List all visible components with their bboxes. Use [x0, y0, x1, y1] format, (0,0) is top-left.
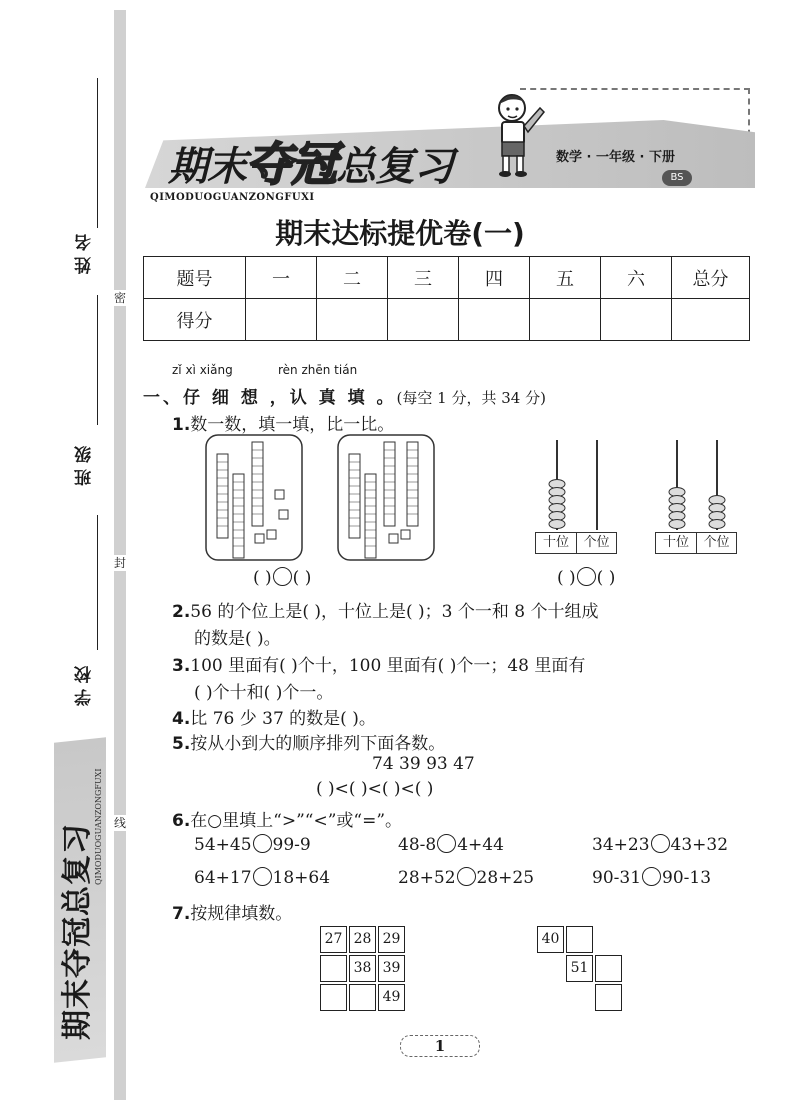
side-logo-pinyin: QIMODUOGUANZONGFUXI — [94, 768, 103, 885]
question-2-line2: 的数是( )。 — [194, 629, 281, 649]
section-heading: 一、仔 细 想 ，认 真 填 。(每空 1 分，共 34 分) — [143, 388, 546, 408]
score-cell[interactable] — [388, 299, 459, 341]
compare-item: 64+17 18+64 — [194, 868, 331, 888]
abacus-1-label: 十位 个位 — [535, 532, 617, 554]
table-cell: 得分 — [144, 299, 246, 341]
order-blanks: ( )<( )<( )<( ) — [316, 779, 434, 799]
compare-2: ( ) ( ) — [557, 568, 616, 588]
grid-cell: 40 — [537, 926, 564, 953]
score-table-score-row — [144, 299, 750, 341]
table-cell: 三 — [388, 257, 459, 299]
compare-1: ( ) ( ) — [253, 568, 312, 588]
score-cell[interactable] — [459, 299, 530, 341]
question-7: 7.按规律填数。 — [172, 904, 293, 924]
name-label: 姓名 — [75, 228, 95, 274]
question-4: 4.比 76 少 37 的数是( )。 — [172, 709, 376, 729]
blocks-picture-1-icon — [205, 434, 305, 562]
grid-cell[interactable] — [595, 984, 622, 1011]
table-cell: 二 — [317, 257, 388, 299]
table-cell: 一 — [246, 257, 317, 299]
question-5: 5.按从小到大的顺序排列下面各数。 — [172, 734, 446, 754]
question-3-line2: ( )个十和( )个一。 — [194, 683, 334, 703]
banner-subject: 数学 · 一年级 · 下册 — [556, 150, 675, 165]
grid-cell[interactable] — [320, 955, 347, 982]
section-pinyin-1: zǐ xì xiǎng — [172, 363, 233, 377]
question-3: 3.100 里面有( )个十，100 里面有( )个一；48 里面有 — [172, 656, 586, 676]
compare-circle[interactable] — [577, 567, 596, 586]
compare-item: 90-31 90-13 — [592, 868, 712, 888]
edition-badge: BS — [662, 170, 692, 186]
question-1: 1.数一数，填一填，比一比。 — [172, 415, 395, 435]
score-table — [143, 256, 750, 341]
banner-pinyin: QIMODUOGUANZONGFUXI — [150, 192, 315, 203]
compare-circle[interactable] — [642, 867, 661, 886]
class-label: 班级 — [75, 440, 95, 486]
score-cell[interactable] — [530, 299, 601, 341]
school-label: 学校 — [75, 660, 95, 706]
grid-cell: 28 — [349, 926, 376, 953]
table-cell: 题号 — [144, 257, 246, 299]
grid-cell: 29 — [378, 926, 405, 953]
compare-item: 28+52 28+25 — [398, 868, 535, 888]
grid-cell: 51 — [566, 955, 593, 982]
exam-title: 期末达标提优卷(一) — [275, 217, 525, 250]
compare-item: 54+45 99-9 — [194, 835, 311, 855]
banner-title: 期末夺冠总复习 — [168, 137, 453, 191]
grid-cell[interactable] — [595, 955, 622, 982]
compare-circle[interactable] — [437, 834, 456, 853]
question-6: 6.在○里填上“>”“<”或“=”。 — [172, 811, 403, 831]
table-cell: 五 — [530, 257, 601, 299]
compare-circle[interactable] — [457, 867, 476, 886]
table-cell: 四 — [459, 257, 530, 299]
section-pinyin-2: rèn zhēn tián — [278, 363, 358, 377]
school-line — [97, 515, 98, 650]
class-line — [97, 295, 98, 425]
grid-cell: 38 — [349, 955, 376, 982]
grid-cell[interactable] — [566, 926, 593, 953]
abacus-1-icon — [535, 436, 625, 532]
seal-word-xian: 线 — [113, 816, 126, 830]
compare-circle[interactable] — [253, 867, 272, 886]
grid-cell: 49 — [378, 984, 405, 1011]
boy-mascot-icon — [488, 88, 552, 180]
score-cell[interactable] — [672, 299, 750, 341]
seal-word-mi: 密 — [113, 291, 126, 305]
table-cell: 六 — [601, 257, 672, 299]
compare-circle[interactable] — [273, 567, 292, 586]
page-number: 1 — [400, 1035, 480, 1057]
compare-circle[interactable] — [253, 834, 272, 853]
compare-circle[interactable] — [651, 834, 670, 853]
side-logo-text: 期末夺冠总复习 — [60, 823, 95, 1040]
name-line — [97, 78, 98, 228]
grid-cell: 39 — [378, 955, 405, 982]
compare-item: 34+23 43+32 — [592, 835, 729, 855]
grid-cell[interactable] — [320, 984, 347, 1011]
score-cell[interactable] — [317, 299, 388, 341]
compare-item: 48-8 4+44 — [398, 835, 504, 855]
seal-word-feng: 封 — [113, 556, 126, 570]
question-2: 2.56 的个位上是( )，十位上是( )；3 个一和 8 个十组成 — [172, 602, 599, 622]
blocks-picture-2-icon — [337, 434, 437, 562]
grid-cell: 27 — [320, 926, 347, 953]
table-cell: 总分 — [672, 257, 750, 299]
abacus-2-icon — [655, 436, 745, 532]
score-cell[interactable] — [246, 299, 317, 341]
numbers-to-order: 74 39 93 47 — [372, 754, 475, 774]
grid-cell[interactable] — [349, 984, 376, 1011]
score-cell[interactable] — [601, 299, 672, 341]
score-table-header-row — [144, 257, 750, 299]
abacus-2-label: 十位 个位 — [655, 532, 737, 554]
